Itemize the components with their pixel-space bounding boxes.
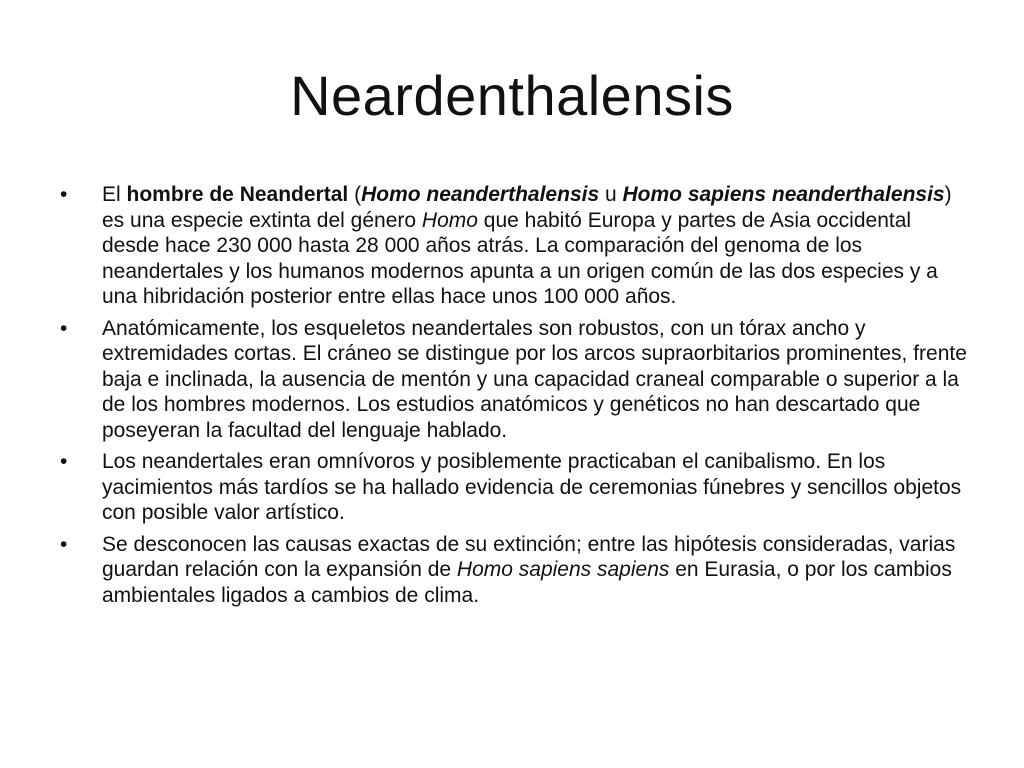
bullet-text-segment: Homo sapiens neanderthalensis [622, 183, 945, 206]
bullet-dot-icon: • [60, 183, 68, 206]
bullet-text-segment: Homo sapiens sapiens [456, 558, 670, 581]
bullet-text-segment: u [599, 183, 623, 206]
bullet-text-segment: Anatómicamente, los esqueletos neandertales son robustos, con un tórax ancho y extremidades cortas. El cráneo se distingue por los arcos supraorbitarios prominentes, frente baja e inclinada, la ausencia de mentón y una capacidad craneal comparable o superior a la de los hombres modernos. Los estudios anatómicos y genéticos no han descartado que poseyeran la facultad del lenguaje hablado. [102, 316, 967, 442]
bullet-text-segment: Se desconocen las causas exactas de su extinción; entre las hipótesis consideradas, varias guardan relación con la expansión de [102, 532, 956, 581]
bullet-text-segment: que habitó Europa y partes de Asia occidental desde hace 230 000 hasta 28 000 años atrás. La comparación del genoma de los neandertales y los humanos modernos apunta a un origen común de las dos especies y a una hibridación posterior entre ellas hace unos 100 000 años. [102, 208, 938, 308]
bullet-dot-icon: • [60, 450, 68, 473]
bullet-text-segment: El [102, 183, 127, 206]
bullet-text-segment: ) es una especie extinta del género [102, 183, 952, 232]
bullet-text-segment: ( [348, 183, 362, 206]
bullet-text-segment: Homo neanderthalensis [361, 183, 600, 206]
bullet-item [60, 316, 972, 444]
bullet-item [60, 449, 972, 526]
bullet-text-segment: en Eurasia, o por los cambios ambientales ligados a cambios de clima. [102, 558, 952, 607]
bullet-text-segment: Los neandertales eran omnívoros y posiblemente practicaban el canibalismo. En los yacimientos más tardíos se ha hallado evidencia de ceremonias fúnebres y sencillos objetos con posible valor artístico. [102, 450, 962, 524]
bullet-dot-icon: • [60, 316, 68, 340]
bullet-item [60, 182, 972, 310]
bullet-item [60, 532, 972, 609]
slide-title: Neardenthalensis [290, 64, 734, 127]
bullet-text-segment: Homo [421, 208, 478, 232]
bullet-dot-icon: • [60, 532, 68, 556]
bullet-text-segment: hombre de Neandertal [126, 183, 349, 206]
bullet-list [60, 182, 972, 614]
